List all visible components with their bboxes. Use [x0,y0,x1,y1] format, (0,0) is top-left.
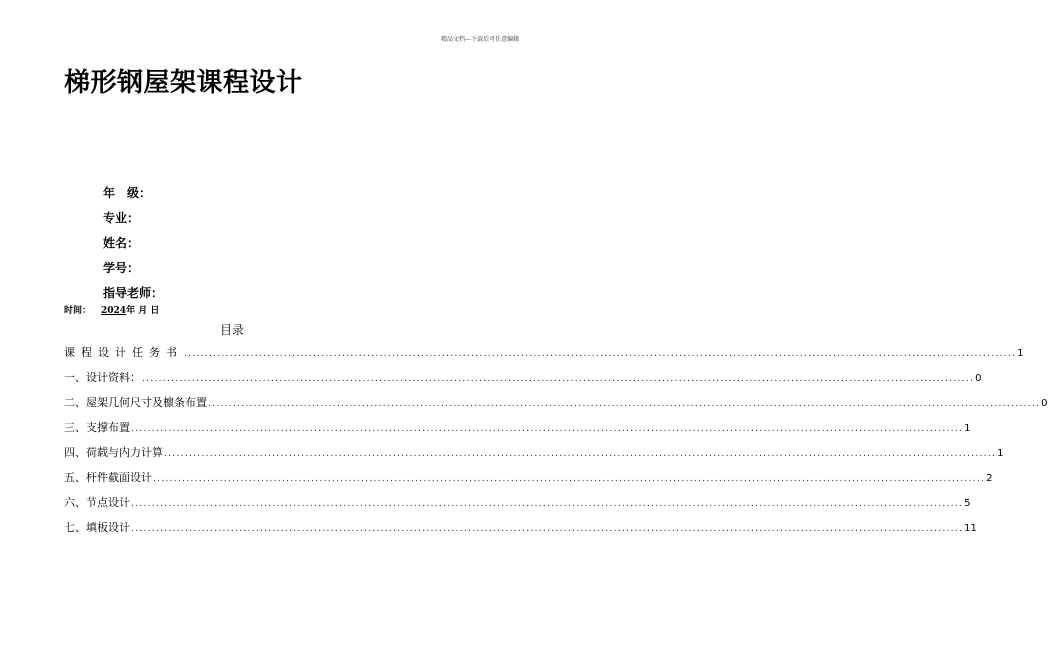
toc-leader-dots: ........................................................................................................................................................................................................ [184,349,1017,359]
info-field-grade: 年 级： [103,186,152,200]
toc-item-member-sections[interactable] [64,469,993,494]
toc-item-geometry[interactable] [64,394,1048,419]
toc-item-label: 四、荷载与内力计算 [64,446,163,459]
toc-heading: 目录 [220,323,245,337]
header-watermark: 精品文档---下载后可任意编辑 [441,36,520,43]
date-year: 2024 [101,306,127,316]
toc-item-page: 11 [964,523,977,534]
info-field-major: 专业： [103,211,140,225]
toc-leader-dots: ........................................................................................................................................................................................................ [131,424,964,434]
info-field-advisor: 指导老师： [103,286,164,300]
toc-item-filler-plate[interactable] [64,519,977,544]
toc-item-label: 六、节点设计 [64,496,130,509]
toc-leader-dots: ........................................................................................................................................................................................................ [131,499,964,509]
toc-item-task-book[interactable] [64,344,1024,369]
toc-leader-dots: ........................................................................................................................................................................................................ [153,474,986,484]
toc-item-label: 课程设计任务书 [64,346,183,359]
toc-item-page: 1 [997,448,1004,459]
info-field-student-id: 学号： [103,261,140,275]
date-rest: 年 月 日 [126,306,160,316]
toc-item-page: 5 [964,498,971,509]
toc-item-label: 五、杆件截面设计 [64,471,152,484]
date-label: 时间： [64,306,92,316]
toc-item-bracing[interactable] [64,419,971,444]
toc-item-page: 1 [1017,348,1024,359]
toc-item-label: 七、填板设计 [64,521,130,534]
toc-item-label: 一、设计资料： [64,371,141,384]
toc-leader-dots: ........................................................................................................................................................................................................ [208,399,1041,409]
toc-leader-dots: ........................................................................................................................................................................................................ [164,449,997,459]
toc-item-page: 0 [1041,398,1048,409]
toc-item-label: 二、屋架几何尺寸及檩条布置 [64,396,207,409]
toc-item-label: 三、支撑布置 [64,421,130,434]
toc-item-page: 1 [964,423,971,434]
document-title: 梯形钢屋架课程设计 [64,68,303,98]
toc-leader-dots: ........................................................................................................................................................................................................ [131,524,964,534]
date-line [64,303,159,316]
table-of-contents [64,344,1048,544]
toc-item-page: 0 [975,373,982,384]
toc-item-loads[interactable] [64,444,1004,469]
info-field-name: 姓名： [103,236,140,250]
toc-item-page: 2 [986,473,993,484]
toc-item-design-data[interactable] [64,369,982,394]
toc-item-joint-design[interactable] [64,494,971,519]
toc-leader-dots: ........................................................................................................................................................................................................ [142,374,975,384]
